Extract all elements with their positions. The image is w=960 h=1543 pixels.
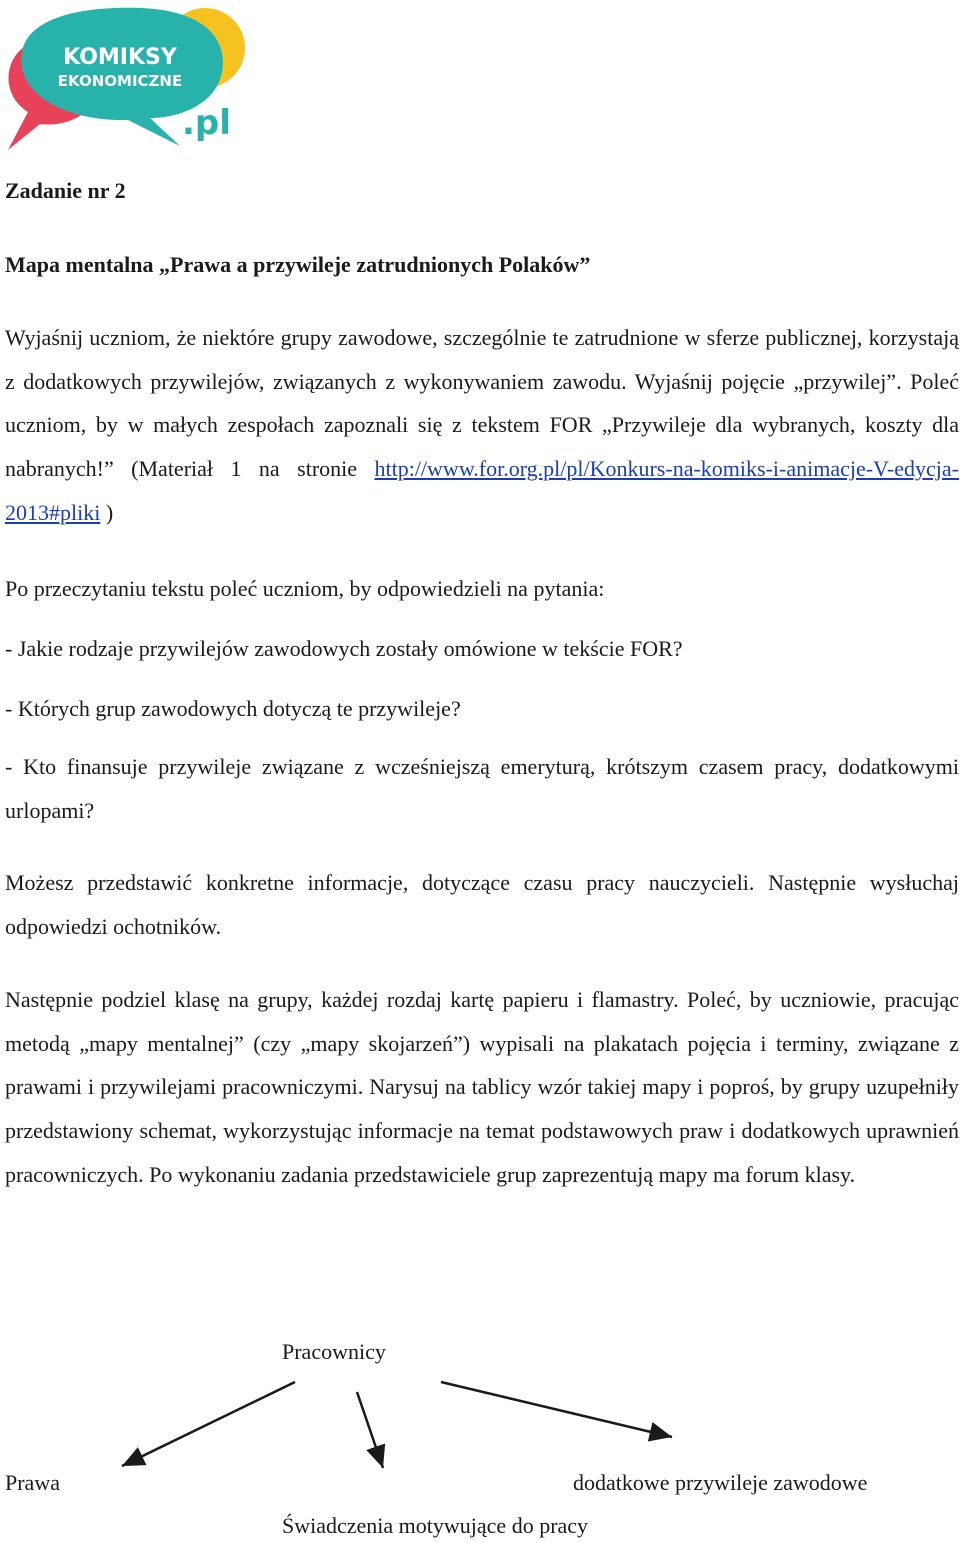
- intro-after-link: ): [100, 499, 114, 525]
- arrow-to-swiadczenia: [357, 1392, 383, 1468]
- mind-map-diagram: [0, 1330, 960, 1543]
- question-3: - Kto finansuje przywileje związane z wcześniejszą emeryturą, krótszym czasem pracy, dodatkowymi urlopami?: [5, 754, 959, 823]
- logo-suffix: .pl: [182, 103, 231, 143]
- intro-text: Wyjaśnij uczniom, że niektóre grupy zawodowe, szczególnie te zatrudnione w sferze publicznej, korzystają z dodatkowych przywilejów, związanych z wykonywaniem zawodu. Wyjaśnij pojęcie „przywilej”. Poleć uczniom, by w małych zespołach zapoznali się z tekstem FOR „Przywileje dla wybranych, koszty dla nabranych!” (Materiał 1 na stronie: [5, 325, 959, 482]
- teacher-info-paragraph: Możesz przedstawić konkretne informacje, dotyczące czasu pracy nauczycieli. Następnie wysłuchaj odpowiedzi ochotników.: [5, 870, 959, 939]
- mind-map-arrows: [0, 1330, 960, 1543]
- question-1: - Jakie rodzaje przywilejów zawodowych zostały omówione w tekście FOR?: [5, 636, 683, 661]
- node-prawa: Prawa: [5, 1470, 60, 1495]
- arrow-to-prawa: [122, 1382, 295, 1466]
- node-przywileje: dodatkowe przywileje zawodowe: [573, 1470, 868, 1495]
- mind-map-instructions-paragraph: Następnie podziel klasę na grupy, każdej rozdaj kartę papieru i flamastry. Poleć, by uczniowie, pracując metodą „mapy mentalnej” (czy „mapy skojarzeń”) wypisali na plakatach pojęcia i terminy, związane z prawami i przywilejami pracowniczymi. Narysuj na tablicy wzór takiej mapy i poproś, by grupy uzupełniły przedstawiony schemat, wykorzystując informacje na temat podstawowych praw i dodatkowych uprawnień pracowniczych. Po wykonaniu zadania przedstawiciele grup zaprezentują mapy ma forum klasy.: [5, 987, 959, 1187]
- for-material-link[interactable]: http://www.for.org.pl/pl/Konkurs-na-komiks-i-animacje-V-edycja-2013#pliki: [5, 456, 959, 525]
- task-title: Zadanie nr 2: [5, 178, 126, 203]
- logo-line1: KOMIKSY: [63, 45, 177, 70]
- logo-line2: EKONOMICZNE: [57, 72, 183, 90]
- node-pracownicy: Pracownicy: [282, 1339, 386, 1364]
- arrow-to-przywileje: [441, 1382, 672, 1437]
- task-subtitle: Mapa mentalna „Prawa a przywileje zatrudnionych Polaków”: [5, 252, 591, 277]
- intro-paragraph: [5, 316, 959, 535]
- questions-intro: Po przeczytaniu tekstu poleć uczniom, by odpowiedzieli na pytania:: [5, 576, 605, 601]
- node-swiadczenia: Świadczenia motywujące do pracy: [282, 1513, 589, 1538]
- question-2: - Których grup zawodowych dotyczą te przywileje?: [5, 696, 461, 721]
- komiksy-ekonomiczne-logo: [0, 0, 250, 152]
- logo-graphic: [0, 0, 250, 152]
